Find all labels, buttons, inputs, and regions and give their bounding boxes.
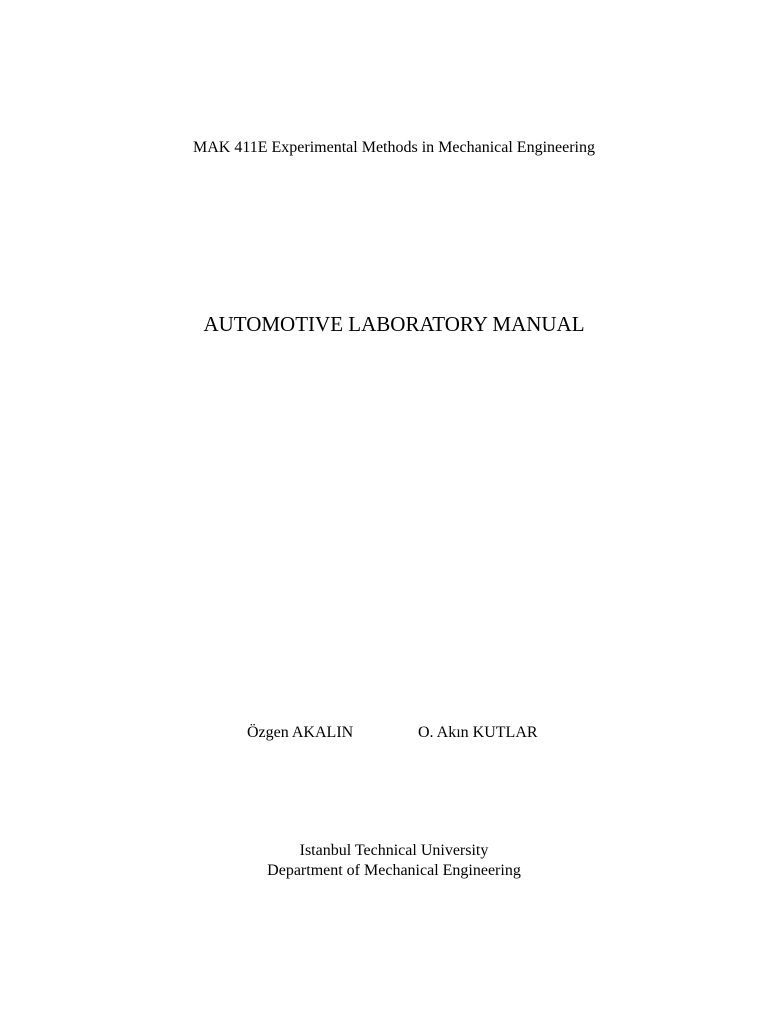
author-name: Özgen AKALIN (247, 724, 354, 741)
course-line: MAK 411E Experimental Methods in Mechanical Engineering (193, 139, 595, 156)
department-name: Department of Mechanical Engineering (267, 862, 521, 879)
document-title: AUTOMOTIVE LABORATORY MANUAL (203, 312, 585, 336)
university-name: Istanbul Technical University (299, 842, 489, 859)
author-name: O. Akın KUTLAR (418, 724, 538, 741)
